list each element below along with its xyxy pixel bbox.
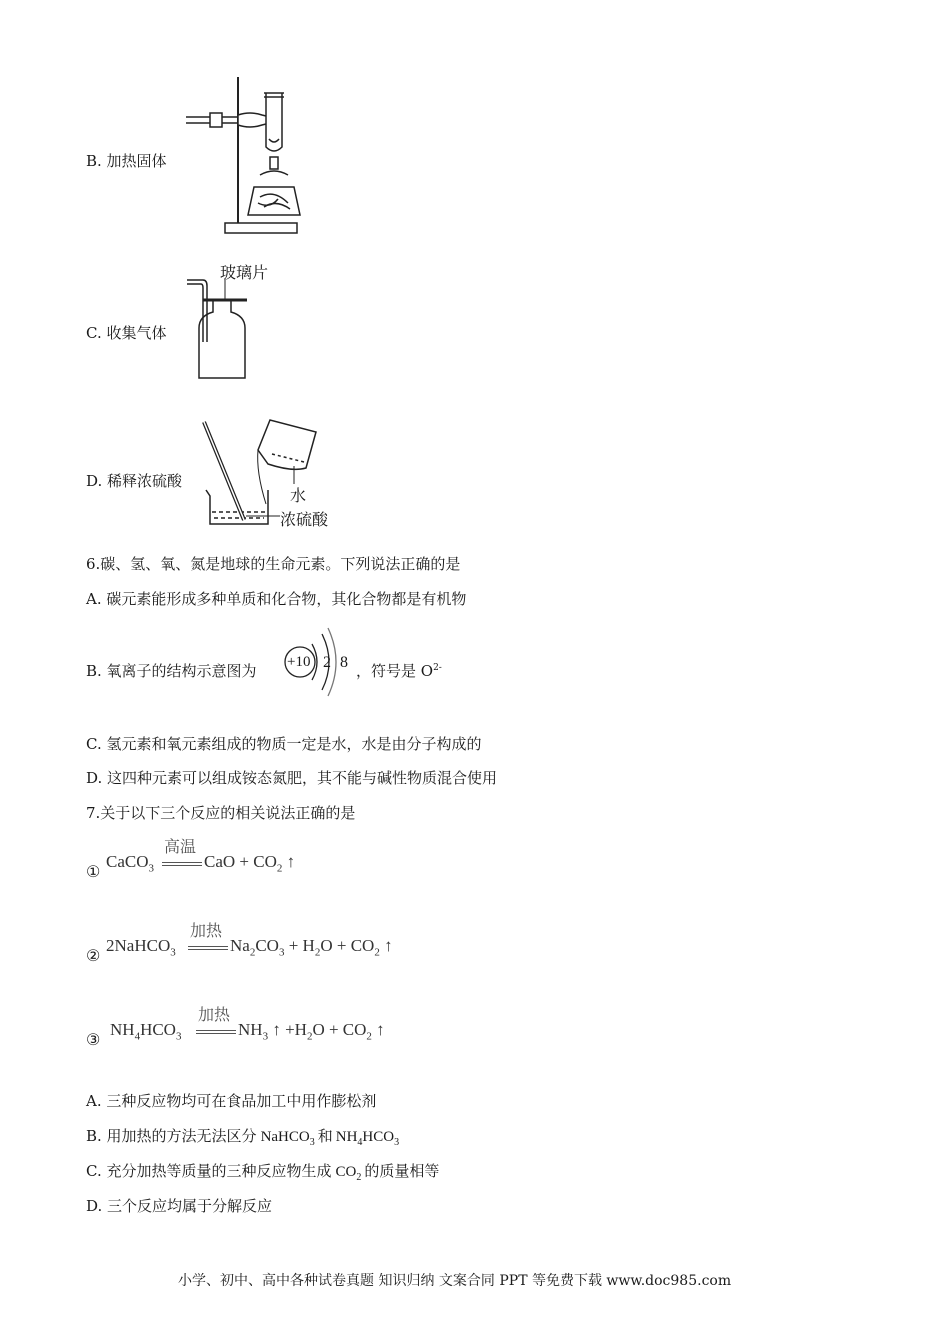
question-7-option-c: C. 充分加热等质量的三种反应物生成 $CO_2$ 的质量相等: [86, 1162, 440, 1183]
question-6-option-a: A. 碳元素能形成多种单质和化合物，其化合物都是有机物: [86, 590, 467, 608]
equation-2-condition: 加热: [190, 921, 223, 940]
ion-shell-1: 2: [323, 654, 331, 671]
equation-2: 2NaHCO$_3$ 加热 $Na_2CO_3 + H_2O + CO_2$ ↑: [106, 934, 426, 974]
option-b-heating-solid: B. 加热固体: [86, 152, 167, 170]
option-b-prefix: B. 用加热的方法无法区分: [86, 1127, 257, 1145]
question-7-option-d: D. 三个反应均属于分解反应: [86, 1197, 273, 1215]
equation-1-condition: 高温: [164, 837, 197, 856]
question-6-option-c: C. 氢元素和氧元素组成的物质一定是水，水是由分子构成的: [86, 735, 482, 753]
option-d-diluting-acid: D. 稀释浓硫酸: [86, 472, 183, 490]
page-footer: 小学、初中、高中各种试卷真题 知识归纳 文案合同 PPT 等免费下载 www.doc985.com: [178, 1273, 732, 1289]
equation-3: $NH_4HCO_3$ 加热 $NH_3$ ↑ $+H_2O + CO_2$ ↑: [110, 1018, 430, 1058]
question-6-option-d: D. 这四种元素可以组成铵态氮肥，其不能与碱性物质混合使用: [86, 769, 498, 787]
option-c-suffix: 的质量相等: [364, 1162, 440, 1180]
equation-2-number: ②: [86, 946, 101, 965]
option-b-and: 和: [317, 1127, 333, 1145]
equation-1-number: ①: [86, 862, 101, 881]
question-6-stem: 6.碳、氢、氧、氮是地球的生命元素。下列说法正确的是: [86, 555, 461, 573]
water-label: 水: [290, 486, 307, 505]
question-7-option-a: A. 三种反应物均可在食品加工中用作膨松剂: [86, 1092, 377, 1110]
ion-nucleus-charge: +10: [287, 654, 311, 670]
ion-symbol-prefix: ，符号是 O: [356, 662, 434, 680]
concentrated-acid-label: 浓硫酸: [280, 510, 329, 529]
ion-charge: 2-: [433, 663, 442, 673]
option-b-text: B. 氧离子的结构示意图为: [86, 662, 257, 680]
question-7-stem: 7.关于以下三个反应的相关说法正确的是: [86, 804, 356, 822]
equation-3-condition: 加热: [198, 1005, 231, 1024]
question-7-option-b: B. 用加热的方法无法区分 NaHCO$_3$ 和 $NH_4HCO_3$: [86, 1127, 400, 1148]
option-c-collecting-gas: C. 收集气体: [86, 324, 167, 342]
question-6-option-b: [86, 660, 257, 681]
ion-shell-2: 8: [340, 654, 348, 671]
option-c-prefix: C. 充分加热等质量的三种反应物生成: [86, 1162, 332, 1180]
heating-apparatus-figure: [180, 75, 300, 240]
glass-plate-label: 玻璃片: [220, 263, 269, 282]
ion-symbol-text: [356, 660, 442, 681]
equation-1: CaCO$_3$ 高温 CaO + $CO_2$ ↑: [106, 850, 326, 890]
equation-3-number: ③: [86, 1030, 101, 1049]
